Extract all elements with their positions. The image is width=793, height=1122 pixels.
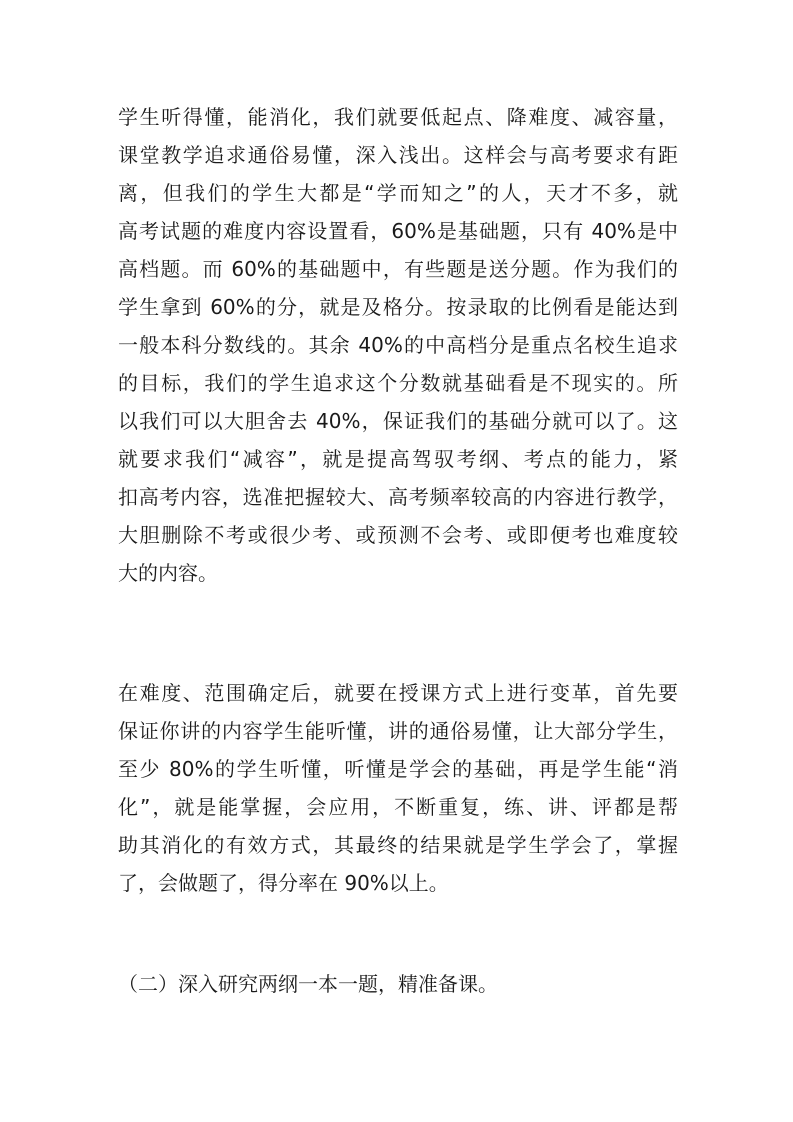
paragraph-line: 以我们可以大胆舍去 40%，保证我们的基础分就可以了。这 <box>118 409 678 433</box>
paragraph-line: 在难度、范围确定后，就要在授课方式上进行变革，首先要 <box>118 681 678 705</box>
paragraph-line: 大的内容。 <box>118 561 218 585</box>
paragraph-line: 一般本科分数线的。其余 40%的中高档分是重点名校生追求 <box>118 333 678 357</box>
paragraph-line: 扣高考内容，选准把握较大、高考频率较高的内容进行教学， <box>118 485 678 509</box>
paragraph-line: 离，但我们的学生大都是“学而知之”的人，天才不多，就 <box>118 181 678 205</box>
paragraph-line: 学生拿到 60%的分，就是及格分。按录取的比例看是能达到 <box>118 295 678 319</box>
paragraph-line: 助其消化的有效方式，其最终的结果就是学生学会了，掌握 <box>118 833 678 857</box>
section-heading: （二）深入研究两纲一本一题，精准备课。 <box>118 972 498 996</box>
paragraph-line: 大胆删除不考或很少考、或预测不会考、或即便考也难度较 <box>118 523 678 547</box>
paragraph-line: 课堂教学追求通俗易懂，深入浅出。这样会与高考要求有距 <box>118 143 678 167</box>
paragraph-line: 学生听得懂，能消化，我们就要低起点、降难度、减容量， <box>118 105 678 129</box>
paragraph-line: 至少 80%的学生听懂，听懂是学会的基础，再是学生能“消 <box>118 757 678 781</box>
paragraph-line: 化”，就是能掌握，会应用，不断重复，练、讲、评都是帮 <box>118 795 678 819</box>
paragraph-line: 保证你讲的内容学生能听懂，讲的通俗易懂，让大部分学生， <box>118 719 678 743</box>
paragraph-line: 就要求我们“减容”，就是提高驾驭考纲、考点的能力，紧 <box>118 447 678 471</box>
paragraph-line: 高考试题的难度内容设置看，60%是基础题，只有 40%是中 <box>118 219 678 243</box>
paragraph-line: 的目标，我们的学生追求这个分数就基础看是不现实的。所 <box>118 371 678 395</box>
paragraph-line: 了，会做题了，得分率在 90%以上。 <box>118 871 449 895</box>
paragraph-line: 高档题。而 60%的基础题中，有些题是送分题。作为我们的 <box>118 257 678 281</box>
